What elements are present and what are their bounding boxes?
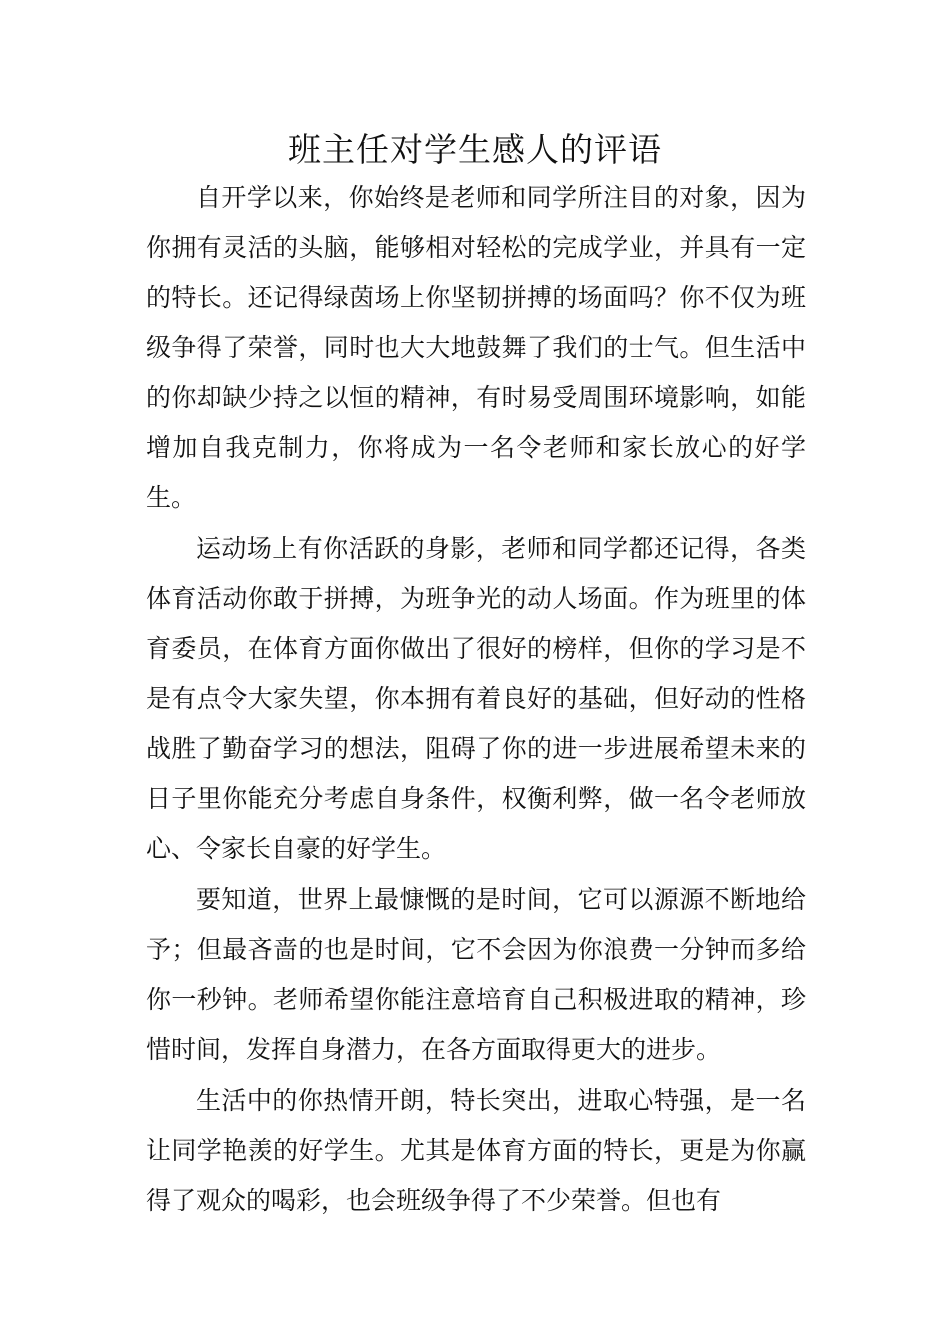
paragraph-1: 自开学以来，你始终是老师和同学所注目的对象，因为你拥有灵活的头脑，能够相对轻松的完成学业，并具有一定的特长。还记得绿茵场上你坚韧拼搏的场面吗？你不仅为班级争得了荣誉，同时也大大地鼓舞了我们的士气。但生活中的你却缺少持之以恒的精神，有时易受周围环境影响，如能增加自我克制力，你将成为一名令老师和家长放心的好学生。 xyxy=(146,183,806,512)
paragraph-3: 要知道，世界上最慷慨的是时间，它可以源源不断地给予；但最吝啬的也是时间，它不会因为你浪费一分钟而多给你一秒钟。老师希望你能注意培育自己积极进取的精神，珍惜时间，发挥自身潜力，在各方面取得更大的进步。 xyxy=(146,885,806,1064)
document-body xyxy=(146,173,806,1227)
paragraph-4: 生活中的你热情开朗，特长突出，进取心特强，是一名让同学艳羡的好学生。尤其是体育方面的特长，更是为你赢得了观众的喝彩，也会班级争得了不少荣誉。但也有 xyxy=(146,1086,806,1215)
paragraph-2: 运动场上有你活跃的身影，老师和同学都还记得，各类体育活动你敢于拼搏，为班争光的动人场面。作为班里的体育委员，在体育方面你做出了很好的榜样，但你的学习是不是有点令大家失望，你本拥有着良好的基础，但好动的性格战胜了勤奋学习的想法，阻碍了你的进一步进展希望未来的日子里你能充分考虑自身条件，权衡利弊，做一名令老师放心、令家长自豪的好学生。 xyxy=(146,534,806,863)
document-title: 班主任对学生感人的评语 xyxy=(288,130,662,169)
